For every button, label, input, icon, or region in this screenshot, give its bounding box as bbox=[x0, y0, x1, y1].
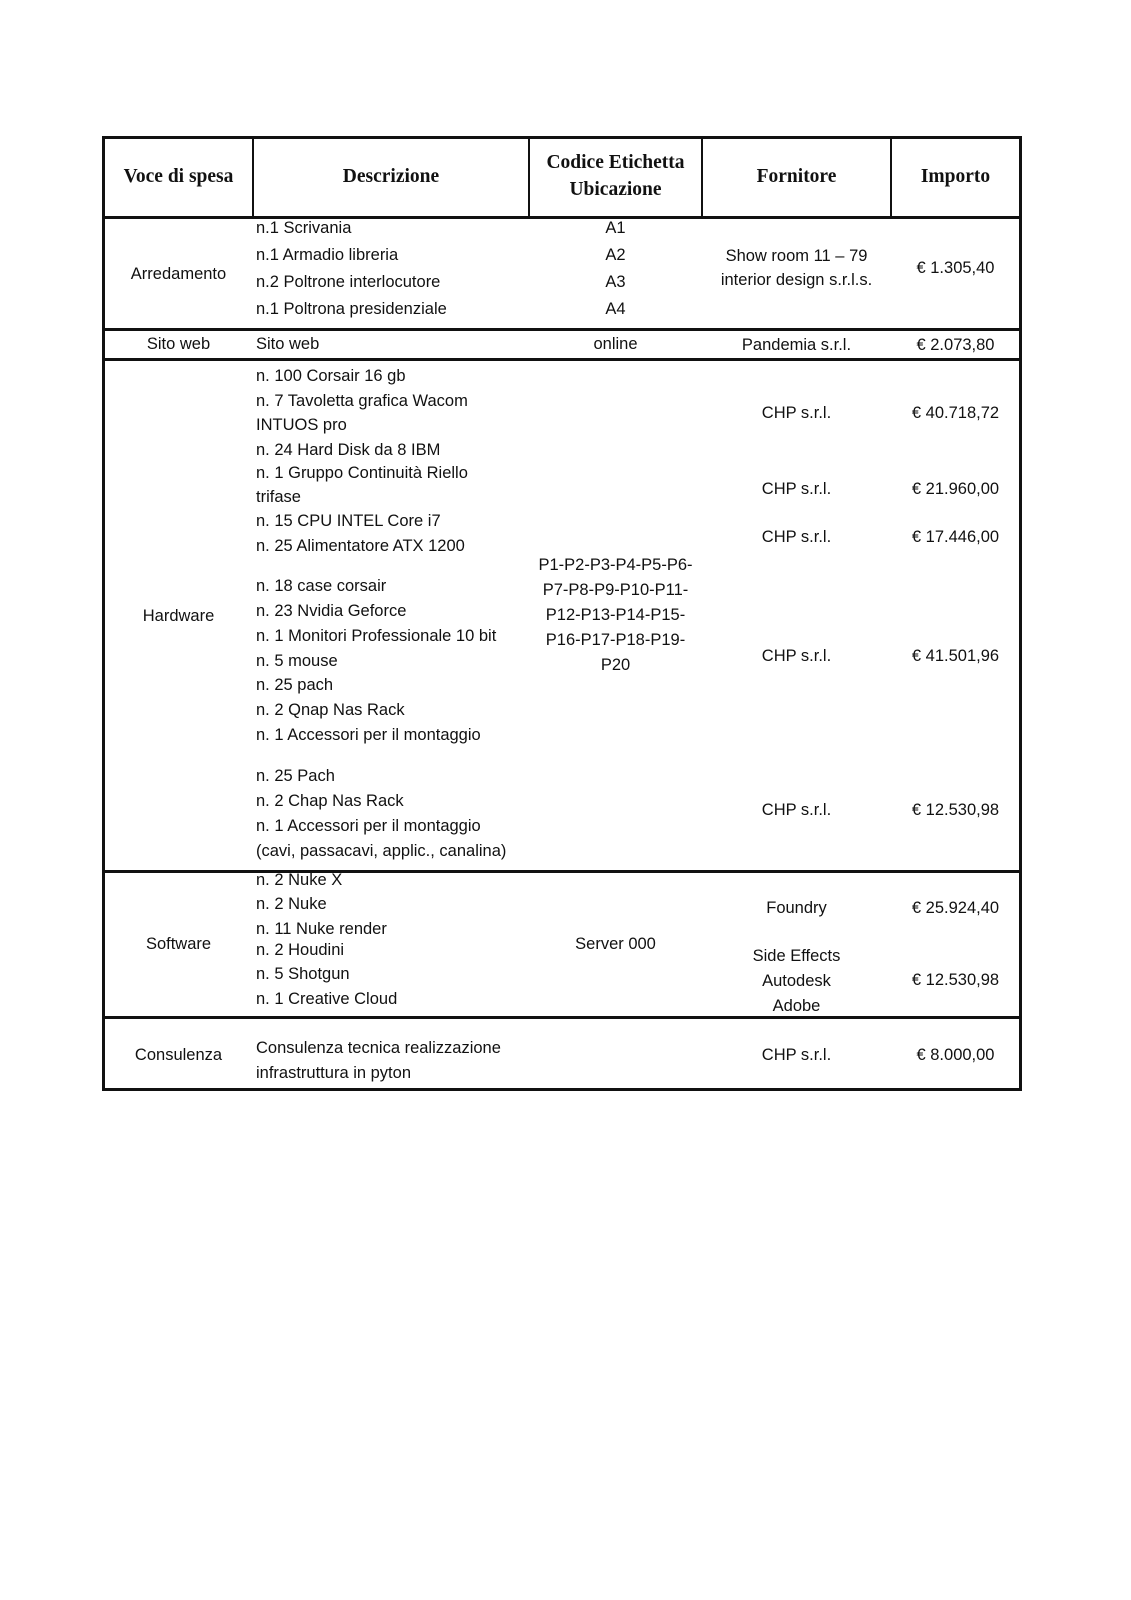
header-codice-etichetta: Codice Etichetta bbox=[546, 152, 685, 173]
list-item: n. 25 Alimentatore ATX 1200 bbox=[256, 537, 465, 555]
fornitore-hardware: CHP s.r.l. bbox=[761, 480, 832, 498]
fornitore-sito-web: Pandemia s.r.l. bbox=[741, 336, 852, 354]
fornitore-software: Adobe bbox=[772, 997, 821, 1015]
list-item: n.1 Poltrona presidenziale bbox=[256, 300, 447, 318]
hardware-code-line: P1-P2-P3-P4-P5-P6- bbox=[538, 556, 693, 574]
table-border-bottom bbox=[102, 1088, 1022, 1091]
fornitore-hardware: CHP s.r.l. bbox=[761, 801, 832, 819]
list-item: n. 1 Gruppo Continuità Riello bbox=[256, 464, 468, 482]
list-item: n. 1 Accessori per il montaggio bbox=[256, 817, 481, 835]
voce-arredamento: Arredamento bbox=[130, 265, 227, 283]
voce-hardware: Hardware bbox=[142, 607, 215, 625]
fornitore-hardware: CHP s.r.l. bbox=[761, 528, 832, 546]
fornitore-software: Foundry bbox=[766, 899, 827, 917]
importo-software: € 12.530,98 bbox=[911, 971, 1000, 989]
importo-software: € 25.924,40 bbox=[911, 899, 1000, 917]
voce-software: Software bbox=[145, 935, 212, 953]
importo-hardware: € 12.530,98 bbox=[911, 801, 1000, 819]
code-a4: A4 bbox=[605, 300, 626, 318]
hardware-code-line: P12-P13-P14-P15- bbox=[545, 606, 686, 624]
list-item: n. 23 Nvidia Geforce bbox=[256, 602, 407, 620]
fornitore-software: Side Effects bbox=[752, 947, 841, 965]
list-item: n.2 Poltrone interlocutore bbox=[256, 273, 441, 291]
importo-hardware: € 41.501,96 bbox=[911, 647, 1000, 665]
header-ubicazione: Ubicazione bbox=[569, 179, 662, 200]
list-item: n.1 Scrivania bbox=[256, 219, 352, 237]
importo-sito-web: € 2.073,80 bbox=[916, 336, 995, 354]
code-a3: A3 bbox=[605, 273, 626, 291]
list-item: n. 11 Nuke render bbox=[256, 920, 387, 938]
codice-sito-web: online bbox=[593, 335, 638, 353]
code-a2: A2 bbox=[605, 246, 626, 264]
voce-sito-web: Sito web bbox=[146, 335, 211, 353]
hardware-code-line: P16-P17-P18-P19- bbox=[545, 631, 686, 649]
header-voce-di-spesa: Voce di spesa bbox=[123, 166, 234, 187]
table-border-right bbox=[1019, 136, 1022, 1091]
list-item: (cavi, passacavi, applic., canalina) bbox=[256, 842, 507, 860]
fornitore-hardware: CHP s.r.l. bbox=[761, 404, 832, 422]
row-divider-hardware bbox=[102, 870, 1022, 873]
list-item: n. 2 Nuke X bbox=[256, 871, 343, 889]
row-divider-sito-web bbox=[102, 358, 1022, 361]
list-item: INTUOS pro bbox=[256, 416, 347, 434]
importo-arredamento: € 1.305,40 bbox=[916, 259, 995, 277]
importo-consulenza: € 8.000,00 bbox=[916, 1046, 995, 1064]
list-item: n.1 Armadio libreria bbox=[256, 246, 399, 264]
list-item: n. 2 Qnap Nas Rack bbox=[256, 701, 405, 719]
fornitore-arredamento-line2: interior design s.r.l.s. bbox=[720, 271, 873, 289]
list-item: n. 100 Corsair 16 gb bbox=[256, 367, 406, 385]
list-item: n. 1 Accessori per il montaggio bbox=[256, 726, 481, 744]
list-item: Consulenza tecnica realizzazione bbox=[256, 1039, 501, 1057]
header-fornitore: Fornitore bbox=[756, 166, 837, 187]
list-item: n. 7 Tavoletta grafica Wacom bbox=[256, 392, 468, 410]
list-item: n. 15 CPU INTEL Core i7 bbox=[256, 512, 441, 530]
fornitore-consulenza: CHP s.r.l. bbox=[761, 1046, 832, 1064]
expense-table bbox=[102, 136, 1022, 1090]
list-item: n. 1 Creative Cloud bbox=[256, 990, 398, 1008]
list-item: n. 5 Shotgun bbox=[256, 965, 350, 983]
list-item: n. 25 Pach bbox=[256, 767, 335, 785]
hardware-code-line: P20 bbox=[600, 656, 631, 674]
importo-hardware: € 21.960,00 bbox=[911, 480, 1000, 498]
list-item: n. 5 mouse bbox=[256, 652, 338, 670]
list-item: n. 1 Monitori Professionale 10 bit bbox=[256, 627, 497, 645]
voce-consulenza: Consulenza bbox=[134, 1046, 223, 1064]
header-descrizione: Descrizione bbox=[342, 166, 440, 187]
descrizione-sito-web: Sito web bbox=[256, 335, 320, 353]
code-a1: A1 bbox=[605, 219, 626, 237]
fornitore-software: Autodesk bbox=[762, 972, 831, 990]
list-item: n. 2 Houdini bbox=[256, 941, 345, 959]
header-importo: Importo bbox=[920, 166, 991, 187]
fornitore-hardware: CHP s.r.l. bbox=[761, 647, 832, 665]
codice-software: Server 000 bbox=[575, 935, 656, 953]
list-item: n. 24 Hard Disk da 8 IBM bbox=[256, 441, 441, 459]
list-item: n. 2 Nuke bbox=[256, 895, 327, 913]
list-item: infrastruttura in pyton bbox=[256, 1064, 411, 1082]
table-border-top bbox=[102, 136, 1022, 139]
importo-hardware: € 17.446,00 bbox=[911, 528, 1000, 546]
hardware-code-line: P7-P8-P9-P10-P11- bbox=[542, 581, 689, 599]
list-item: trifase bbox=[256, 488, 301, 506]
row-divider-arredamento bbox=[102, 328, 1022, 331]
fornitore-arredamento-line1: Show room 11 – 79 bbox=[725, 247, 868, 265]
importo-hardware: € 40.718,72 bbox=[911, 404, 1000, 422]
list-item: n. 25 pach bbox=[256, 676, 334, 694]
list-item: n. 18 case corsair bbox=[256, 577, 387, 595]
list-item: n. 2 Chap Nas Rack bbox=[256, 792, 404, 810]
